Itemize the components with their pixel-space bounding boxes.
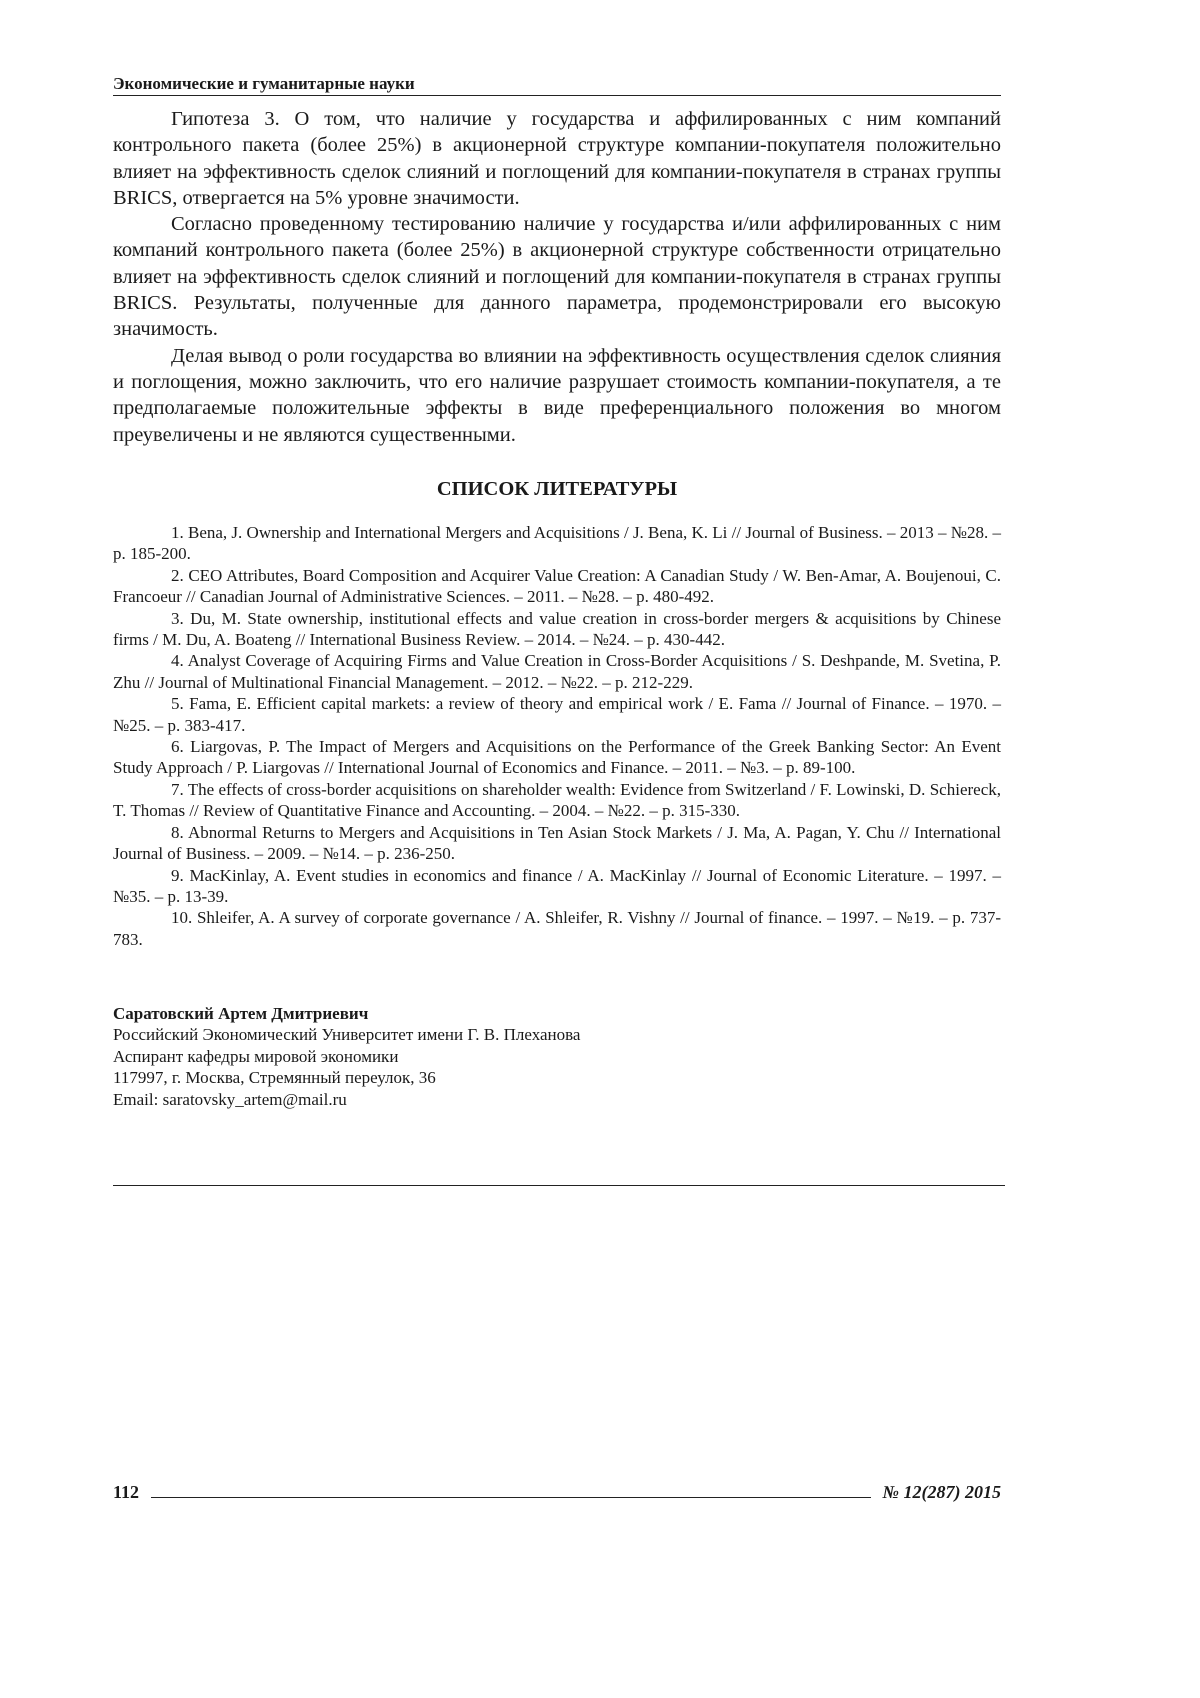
- author-block: [113, 1003, 580, 1110]
- reference-item: 7. The effects of cross-border acquisitions on shareholder wealth: Evidence from Switzerland / F. Lowinski, D. Schiereck, T. Thomas // Review of Quantitative Finance and Accounting. – 2004. – №22. – p. 315-330.: [113, 779, 1001, 822]
- page-footer: [113, 1479, 1001, 1503]
- paragraph: Гипотеза 3. О том, что наличие у государства и аффилированных с ним компаний контрольного пакета (более 25%) в акционерной структуре компании-покупателя положительно влияет на эффективность сделок слияний и поглощений для компании-покупателя в странах группы BRICS, отвергается на 5% уровне значимости.: [113, 106, 1001, 211]
- reference-item: 3. Du, M. State ownership, institutional effects and value creation in cross-border mergers & acquisitions by Chinese firms / M. Du, A. Boateng // International Business Review. – 2014. – №24. – p. 430-442.: [113, 608, 1001, 651]
- reference-item: 2. CEO Attributes, Board Composition and Acquirer Value Creation: A Canadian Study / W. Ben-Amar, A. Boujenoui, C. Francoeur // Canadian Journal of Administrative Sciences. – 2011. – №28. – p. 480-492.: [113, 565, 1001, 608]
- author-name: Саратовский Артем Дмитриевич: [113, 1003, 580, 1024]
- reference-item: 9. MacKinlay, A. Event studies in economics and finance / A. MacKinlay // Journal of Economic Literature. – 1997. – №35. – p. 13-39.: [113, 865, 1001, 908]
- references-title: СПИСОК ЛИТЕРАТУРЫ: [113, 478, 1001, 501]
- reference-item: 8. Abnormal Returns to Mergers and Acquisitions in Ten Asian Stock Markets / J. Ma, A. Pagan, Y. Chu // International Journal of Business. – 2009. – №14. – p. 236-250.: [113, 822, 1001, 865]
- section-divider: [113, 1185, 1005, 1186]
- reference-item: 6. Liargovas, P. The Impact of Mergers and Acquisitions on the Performance of the Greek Banking Sector: An Event Study Approach / P. Liargovas // International Journal of Economics and Finance. – 2011. – №3. – p. 89-100.: [113, 736, 1001, 779]
- author-address: 117997, г. Москва, Стремянный переулок, 36: [113, 1067, 580, 1088]
- references-list: [113, 522, 1001, 950]
- reference-item: 5. Fama, E. Efficient capital markets: a review of theory and empirical work / E. Fama // Journal of Finance. – 1970. – №25. – p. 383-417.: [113, 693, 1001, 736]
- footer-rule: [151, 1497, 871, 1498]
- reference-item: 4. Analyst Coverage of Acquiring Firms and Value Creation in Cross-Border Acquisitions / S. Deshpande, M. Svetina, P. Zhu // Journal of Multinational Financial Management. – 2012. – №22. – p. 212-229.: [113, 650, 1001, 693]
- running-header: Экономические и гуманитарные науки: [113, 74, 1001, 96]
- paragraph: Делая вывод о роли государства во влиянии на эффективность осуществления сделок слияния и поглощения, можно заключить, что его наличие разрушает стоимость компании-покупателя, а те предполагаемые положительные эффекты в виде преференциального положения во многом преувеличены и не являются существенными.: [113, 343, 1001, 448]
- reference-item: 1. Bena, J. Ownership and International Mergers and Acquisitions / J. Bena, K. Li // Journal of Business. – 2013 – №28. – p. 185-200.: [113, 522, 1001, 565]
- page-number: 112: [113, 1482, 139, 1503]
- paragraph: Согласно проведенному тестированию наличие у государства и/или аффилированных с ним компаний контрольного пакета (более 25%) в акционерной структуре собственности отрицательно влияет на эффективность сделок слияний и поглощений для компании-покупателя в странах группы BRICS. Результаты, полученные для данного параметра, продемонстрировали его высокую значимость.: [113, 211, 1001, 342]
- author-position: Аспирант кафедры мировой экономики: [113, 1046, 580, 1067]
- author-email: Email: saratovsky_artem@mail.ru: [113, 1089, 580, 1110]
- issue-number: № 12(287) 2015: [883, 1482, 1001, 1503]
- reference-item: 10. Shleifer, A. A survey of corporate governance / A. Shleifer, R. Vishny // Journal of finance. – 1997. – №19. – p. 737-783.: [113, 907, 1001, 950]
- author-affiliation: Российский Экономический Университет имени Г. В. Плеханова: [113, 1024, 580, 1045]
- body-text: [113, 106, 1001, 448]
